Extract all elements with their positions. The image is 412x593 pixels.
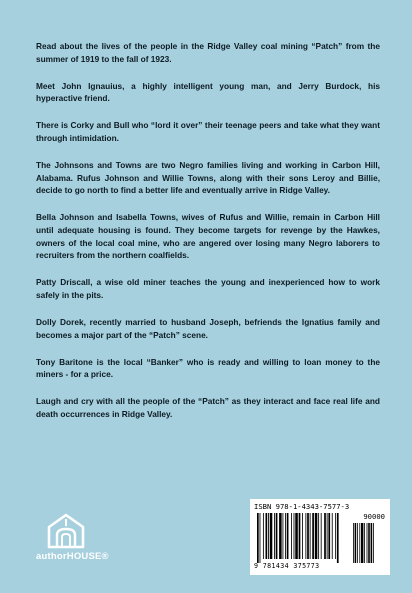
barcode-bar: [285, 513, 286, 559]
addon-barcode-bar: [371, 523, 373, 563]
barcode-bars: [255, 513, 383, 563]
barcode-bar: [294, 513, 295, 559]
barcode-bar: [310, 513, 311, 559]
barcode-bar: [302, 513, 303, 559]
barcode-bar: [263, 513, 264, 559]
barcode-bar: [337, 513, 339, 563]
authorhouse-logo-icon: [46, 513, 86, 549]
barcode-bar: [321, 513, 322, 559]
blurb-paragraph-5: Bella Johnson and Isabella Towns, wives of Rufus and Willie, remain in Carbon Hill until adequate housing is found. They become targets for revenge by the Hawkes, owners of the local coal mine, who are angered over losing many Negro laborers to recruiters from the northern coalfields.: [36, 212, 380, 261]
barcode-bar: [335, 513, 336, 559]
addon-barcode-bar: [353, 523, 354, 563]
barcode-bar: [274, 513, 275, 559]
barcode-bar: [318, 513, 319, 559]
publisher-logo: [36, 513, 120, 562]
addon-barcode-bar: [357, 523, 358, 563]
barcode-bar: [279, 513, 282, 559]
blurb-paragraph-1: Read about the lives of the people in the Ridge Valley coal mining “Patch” from the summer of 1919 to the fall of 1923.: [36, 41, 380, 64]
addon-barcode-bar: [355, 523, 357, 563]
blurb-paragraph-8: Tony Baritone is the local “Banker” who is ready and willing to loan money to the miners - for a price.: [36, 356, 380, 380]
barcode-bar: [283, 513, 284, 559]
barcode-bar: [295, 513, 298, 559]
barcode-bar: [257, 513, 259, 563]
blurb-paragraph-3: There is Corky and Bull who “lord it over” their teenage peers and take what they want through intimidation.: [36, 120, 380, 143]
blurb-paragraph-4: The Johnsons and Towns are two Negro families living and working in Carbon Hill, Alabama. Rufus Johnson and Willie Towns, along with their sons Leroy and Billie, decide to go north to find a better life and eventually arrive in Ridge Valley.: [36, 160, 380, 196]
back-cover-blurb: [36, 40, 380, 435]
barcode-bar: [324, 513, 326, 559]
barcode-bar: [270, 513, 273, 559]
barcode-bar: [287, 513, 289, 559]
blurb-paragraph-7: Dolly Dorek, recently married to husband Joseph, befriends the Ignatius family and becomes a major part of the “Patch” scene.: [36, 316, 380, 340]
blurb-paragraph-6: Patty Driscall, a wise old miner teaches the young and inexperienced how to work safely in the pits.: [36, 277, 380, 300]
barcode-bar: [312, 513, 314, 559]
barcode-bar: [291, 513, 292, 559]
addon-barcode-bar: [364, 523, 365, 563]
barcode-bar: [260, 513, 261, 563]
isbn-barcode: [250, 499, 390, 575]
blurb-paragraph-2: Meet John Ignauius, a highly intelligent young man, and Jerry Burdock, his hyperactive friend.: [36, 80, 380, 104]
barcode-bar: [332, 513, 333, 559]
publisher-name: authorHOUSE®: [36, 551, 109, 562]
barcode-bar: [299, 513, 301, 559]
barcode-bar: [266, 513, 268, 559]
barcode-bar: [276, 513, 278, 559]
price-code: 90000: [363, 512, 385, 521]
barcode-bar: [315, 513, 318, 559]
addon-barcode-bar: [373, 523, 374, 563]
addon-barcode-bar: [361, 523, 363, 563]
addon-barcode-bar: [359, 523, 360, 563]
barcode-bar: [307, 513, 309, 559]
addon-barcode-bar: [368, 523, 370, 563]
barcode-bar: [327, 513, 328, 559]
addon-barcode-bar: [367, 523, 368, 563]
isbn-label: ISBN 978-1-4343-7577-3: [254, 502, 350, 511]
barcode-bar: [328, 513, 330, 559]
barcode-bar: [268, 513, 269, 559]
barcode-bar: [305, 513, 306, 559]
blurb-paragraph-9: Laugh and cry with all the people of the “Patch” as they interact and face real life and death occurrences in Ridge Valley.: [36, 396, 380, 419]
barcode-digits: 9 781434 375773: [254, 562, 320, 570]
